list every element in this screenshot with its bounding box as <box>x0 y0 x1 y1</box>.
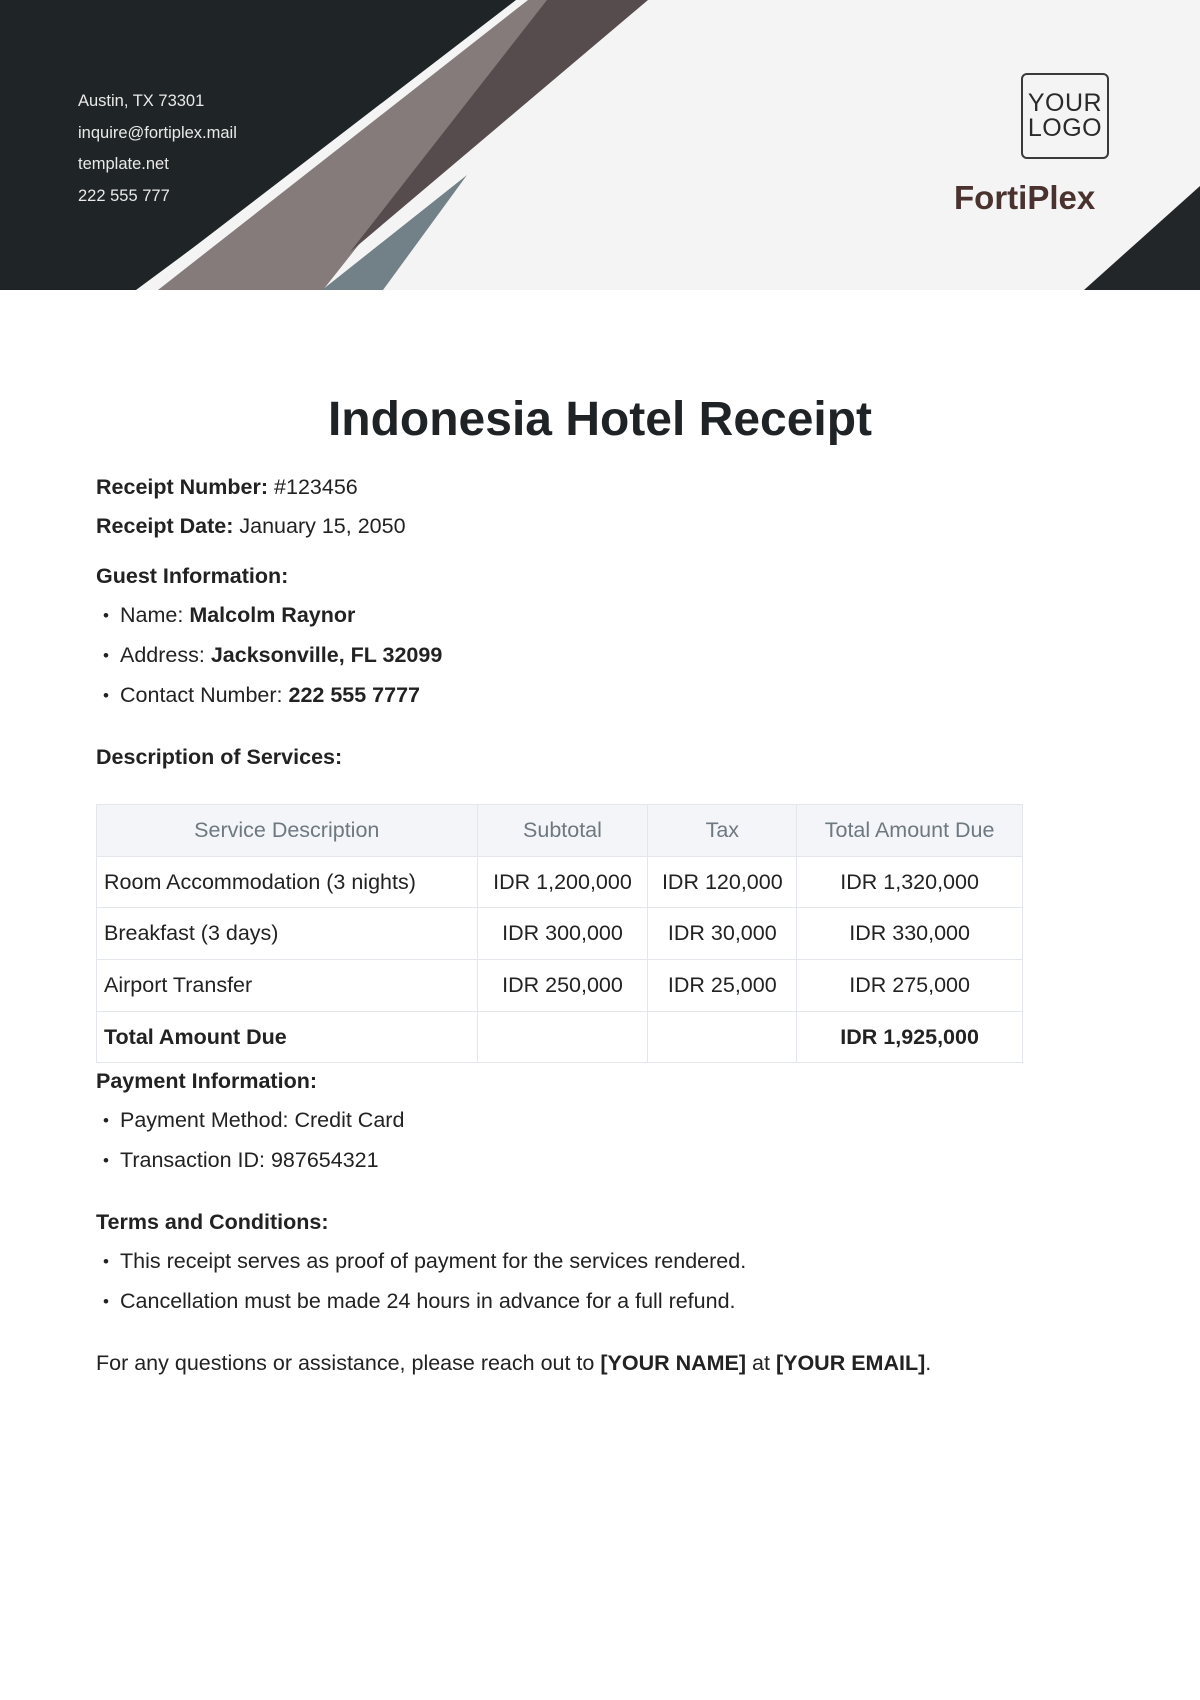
column-header-total: Total Amount Due <box>797 805 1023 857</box>
contact-note-mid: at <box>746 1351 776 1375</box>
receipt-number-value: #123456 <box>274 475 358 499</box>
contact-name-placeholder: [YOUR NAME] <box>600 1351 747 1375</box>
cell-tax: IDR 30,000 <box>648 908 797 960</box>
column-header-subtotal: Subtotal <box>477 805 648 857</box>
empty-cell <box>648 1011 797 1063</box>
guest-name-value: Malcolm Raynor <box>189 603 356 627</box>
list-item: • Payment Method: Credit Card <box>96 1105 1106 1145</box>
receipt-body <box>96 472 1106 773</box>
cell-total: IDR 1,320,000 <box>797 856 1023 908</box>
contact-email-placeholder: [YOUR EMAIL] <box>775 1351 926 1375</box>
guest-address-value: Jacksonville, FL 32099 <box>210 643 443 667</box>
contact-email[interactable]: inquire@fortiplex.mail <box>78 123 237 142</box>
payment-heading: Payment Information: <box>96 1069 317 1093</box>
page-title: Indonesia Hotel Receipt <box>327 393 873 446</box>
list-item <box>96 640 1106 680</box>
guest-name-label: Name: <box>120 603 190 627</box>
list-item: • Transaction ID: 987654321 <box>96 1145 1106 1185</box>
guest-contact-label: Contact Number: <box>120 683 289 707</box>
cell-tax: IDR 120,000 <box>648 856 797 908</box>
cell-subtotal: IDR 250,000 <box>477 960 648 1012</box>
list-item <box>96 600 1106 640</box>
payment-info-list <box>96 1105 1106 1185</box>
receipt-number-label: Receipt Number: <box>96 475 269 499</box>
terms-heading: Terms and Conditions: <box>96 1210 329 1234</box>
table-total-row <box>97 1011 1023 1063</box>
contact-phone: 222 555 777 <box>78 186 170 205</box>
letterhead-banner <box>0 0 1200 290</box>
list-item <box>96 680 1106 720</box>
corner-shape <box>1084 186 1200 290</box>
contact-website[interactable]: template.net <box>78 155 169 173</box>
cell-description: Airport Transfer <box>97 960 478 1012</box>
total-value: IDR 1,925,000 <box>797 1011 1023 1063</box>
contact-note-text: For any questions or assistance, please reach out to <box>96 1351 601 1375</box>
cell-tax: IDR 25,000 <box>648 960 797 1012</box>
logo-line-1: YOUR <box>1027 89 1103 117</box>
table-row <box>97 908 1023 960</box>
contact-info <box>78 86 237 212</box>
receipt-date <box>96 511 1106 550</box>
contact-note <box>96 1348 1106 1387</box>
receipt-date-label: Receipt Date: <box>96 514 234 538</box>
terms-list <box>96 1246 1106 1326</box>
table-header-row <box>97 805 1023 857</box>
cell-description: Room Accommodation (3 nights) <box>97 856 478 908</box>
column-header-tax: Tax <box>648 805 797 857</box>
guest-address-label: Address: <box>120 643 211 667</box>
services-table <box>96 804 1023 1063</box>
column-header-description: Service Description <box>97 805 478 857</box>
logo-line-2: LOGO <box>1027 114 1103 142</box>
contact-note-end: . <box>925 1351 932 1375</box>
cell-subtotal: IDR 300,000 <box>477 908 648 960</box>
empty-cell <box>477 1011 648 1063</box>
receipt-date-value: January 15, 2050 <box>239 514 406 538</box>
receipt-number <box>96 472 1106 511</box>
total-label: Total Amount Due <box>97 1011 478 1063</box>
table-row <box>97 960 1023 1012</box>
list-item: • Cancellation must be made 24 hours in advance for a full refund. <box>96 1286 1106 1326</box>
receipt-footer-section <box>96 1066 1106 1387</box>
cell-description: Breakfast (3 days) <box>97 908 478 960</box>
table-row <box>97 856 1023 908</box>
logo-placeholder <box>1021 73 1109 159</box>
cell-total: IDR 275,000 <box>797 960 1023 1012</box>
cell-subtotal: IDR 1,200,000 <box>477 856 648 908</box>
contact-address: Austin, TX 73301 <box>78 92 205 110</box>
list-item: • This receipt serves as proof of payment for the services rendered. <box>96 1246 1106 1286</box>
guest-info-list <box>96 600 1106 720</box>
brand-name: FortiPlex <box>954 179 1096 216</box>
guest-contact-value: 222 555 7777 <box>288 683 421 707</box>
cell-total: IDR 330,000 <box>797 908 1023 960</box>
guest-heading: Guest Information: <box>96 564 289 588</box>
services-heading: Description of Services: <box>96 745 343 769</box>
